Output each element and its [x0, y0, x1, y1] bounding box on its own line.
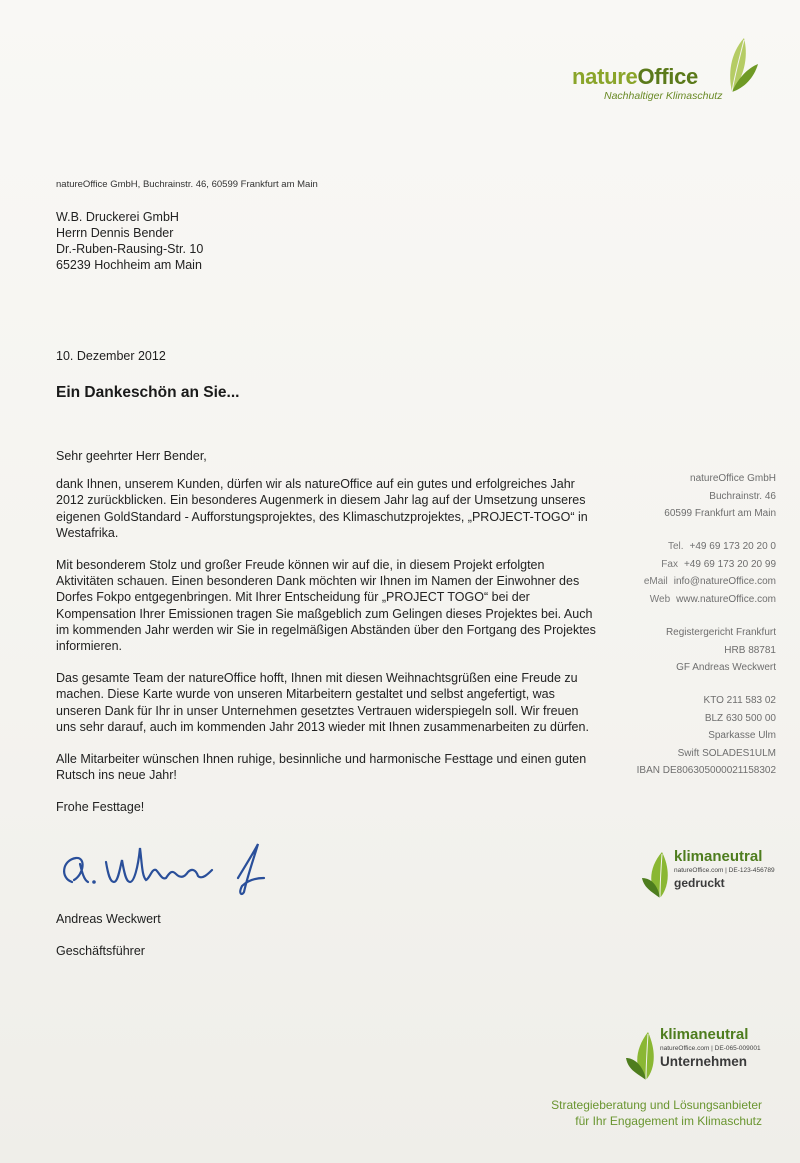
recipient-contact: Herrn Dennis Bender	[56, 226, 174, 240]
tel-label: Tel.	[667, 541, 684, 552]
sidebar-registry	[600, 624, 776, 677]
recipient-city: 65239 Hochheim am Main	[56, 258, 202, 272]
signer-role: Geschäftsführer	[56, 944, 145, 958]
sidebar-iban: IBAN DE80630500002115830​2	[636, 765, 776, 777]
brand-part-office: Office	[637, 64, 698, 89]
sidebar-contact	[600, 538, 776, 608]
sender-line: natureOffice GmbH, Buchrainstr. 46, 60599 Frankfurt am Main	[56, 179, 318, 190]
sidebar-fax-row	[600, 556, 776, 574]
fax-value: +49 69 173 20 20 99	[683, 558, 776, 570]
web-label: Web	[649, 593, 671, 605]
recipient-company: W.B. Druckerei GmbH	[56, 210, 179, 224]
sidebar-bank	[600, 692, 776, 780]
sidebar-address	[600, 470, 776, 523]
badge-print-bottom: gedruckt	[674, 876, 725, 890]
badge-company-bottom: Unternehmen	[660, 1054, 748, 1069]
paragraph-3: Das gesamte Team der natureOffice hofft, Ihnen mit diesen Weihnachtsgrüßen eine Freude zu machen. Diese Karte wurde von unseren Mitarbeitern gestaltet und selbst angefertigt, was unseren Dank für Ihr in unser Unternehmen gesetztes Vertrauen widerspiegeln soll. Wir freuen uns sehr darauf, auch im kommenden Jahr 2013 wieder mit Ihnen zusammenarbeiten zu dürfen.	[56, 671, 589, 734]
paragraph-1: dank Ihnen, unserem Kunden, dürfen wir als natureOffice auf ein gutes und erfolgreiches Jahr 2012 zurückblicken. Ein besonderes Augenmerk in diesem Jahr lag auf der Umsetzung unseres eigenen GoldStandard - Aufforstungsprojektes, des Klimaschutzprojektes, „PROJECT-TOGO“ in Westafrika.	[56, 477, 588, 540]
footer-tagline	[470, 1097, 762, 1129]
sidebar-city: 60599 Frankfurt am Main	[664, 508, 776, 520]
closing: Frohe Festtage!	[56, 800, 145, 815]
brand-name	[572, 64, 698, 90]
email-value: info@natureOffice.com	[673, 576, 776, 588]
signer-name: Andreas Weckwert	[56, 912, 161, 926]
sidebar-company: natureOffice GmbH	[690, 473, 776, 484]
klimaneutral-print-badge	[640, 846, 780, 900]
sidebar-street: Buchrainstr. 46	[709, 490, 776, 502]
sidebar-kto: KTO 211 583 02	[703, 695, 776, 706]
footer-line-2: für Ihr Engagement im Klimaschutz	[575, 1114, 762, 1128]
handwritten-signature	[58, 838, 278, 900]
fax-label: Fax	[661, 558, 678, 570]
paragraph-2: Mit besonderem Stolz und großer Freude können wir auf die, in diesem Projekt erfolgten Aktivitäten schauen. Einen besonderen Dank möchten wir Ihnen im Namen der Einwohner des Dorfes Fokpo entgegenbringen. Mit Ihrer Entscheidung für „PROJECT TOGO“ bei der Kompensation Ihrer Emissionen tragen Sie maßgeblich zum Gelingen dieses Projektes bei. Auch im kommenden Jahr werden wir Sie in regelmäßigen Abständen über den Fortgang des Projektes informieren.	[56, 558, 596, 654]
paragraph-4: Alle Mitarbeiter wünschen Ihnen ruhige, besinnliche und harmonische Festtage und einen guten Rutsch ins neue Jahr!	[56, 752, 587, 783]
email-label: eMail	[643, 576, 668, 588]
sidebar-email-row	[600, 573, 776, 591]
sidebar-web-row	[600, 591, 776, 609]
sidebar-bank-name: Sparkasse Ulm	[708, 730, 776, 742]
sidebar-tel-row	[600, 538, 776, 556]
badge-print-title: klimaneutral	[674, 848, 763, 865]
tel-value: +49 69 173 20 20 0	[689, 541, 776, 552]
badge-company-title: klimaneutral	[660, 1026, 749, 1043]
sidebar-court: Registergericht Frankfurt	[665, 627, 776, 638]
brand-tagline: Nachhaltiger Klimaschutz	[604, 90, 723, 102]
letter-date: 10. Dezember 2012	[56, 349, 166, 363]
recipient-street: Dr.-Ruben-Rausing-Str. 10	[56, 242, 204, 256]
salutation: Sehr geehrter Herr Bender,	[56, 449, 207, 463]
sidebar-hrb: HRB 88781	[724, 644, 776, 656]
letter-body	[56, 448, 602, 816]
klimaneutral-company-badge	[624, 1024, 774, 1084]
brand-part-nature: nature	[572, 64, 638, 89]
footer-line-1: Strategieberatung und Lösungsanbieter	[551, 1098, 762, 1112]
sidebar-gf: GF Andreas Weckwert	[676, 662, 776, 674]
web-value: www.natureOffice.com	[676, 593, 776, 605]
natureoffice-logo	[560, 34, 770, 114]
letter-subject: Ein Dankeschön an Sie...	[56, 384, 240, 401]
badge-print-id: natureOffice.com | DE-123-456789	[674, 867, 775, 874]
sidebar-blz: BLZ 630 500 00	[704, 712, 776, 724]
badge-company-id: natureOffice.com | DE-065-009001	[660, 1045, 761, 1052]
recipient-address	[56, 209, 203, 273]
leaf-icon	[710, 34, 760, 94]
sidebar-swift: Swift SOLADES1ULM	[677, 747, 776, 759]
